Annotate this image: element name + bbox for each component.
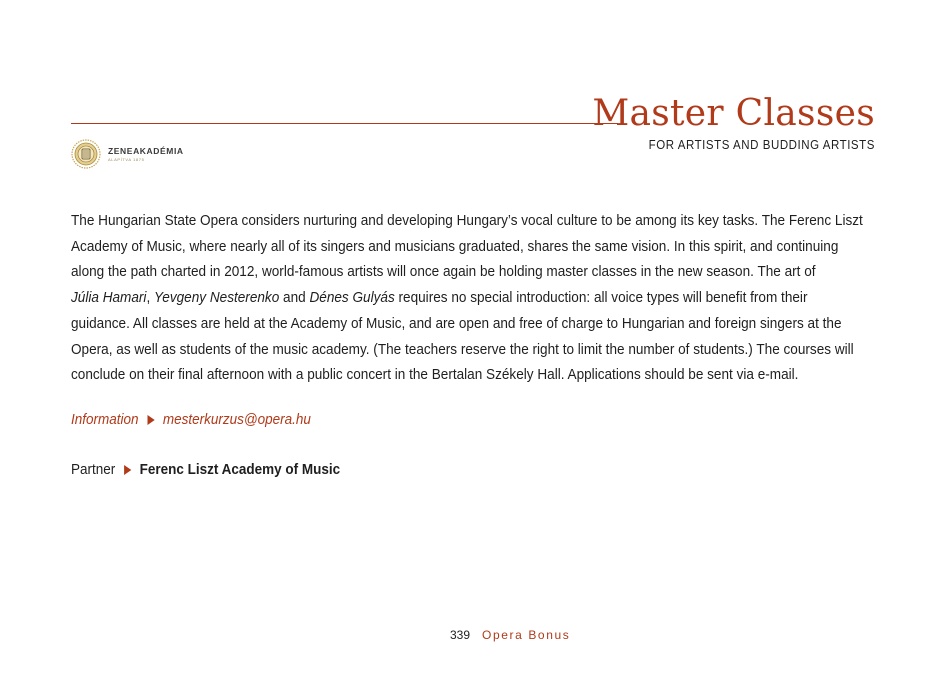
- logo-name: ZENEAKADÉMIA: [108, 146, 184, 156]
- body-line-rest: requires no special introduction: all voice types will benefit from their: [394, 289, 808, 307]
- partner-name: Ferenc Liszt Academy of Music: [139, 461, 341, 478]
- header-rule: [71, 123, 618, 124]
- arrow-right-icon: [124, 465, 131, 475]
- body-line: conclude on their final afternoon with a public concert in the Bertalan Székely Hall. Applications should be sent via e-mail.: [71, 366, 799, 384]
- information-row: [71, 411, 311, 428]
- artist-name: Dénes Gulyás: [309, 289, 395, 307]
- body-line: [71, 285, 813, 311]
- artist-name: Yevgeny Nesterenko: [153, 289, 280, 307]
- page-title: Master Classes: [592, 93, 875, 134]
- logo-subtitle: ALAPÍTVA 1875: [108, 157, 145, 162]
- body-line: guidance. All classes are held at the Academy of Music, and are open and free of charge to Hungarian and foreign singers at the: [71, 314, 842, 332]
- body-line: Academy of Music, where nearly all of its singers and musicians graduated, shares the same vision. In this spirit, and continuing: [71, 237, 839, 255]
- section-name: Opera Bonus: [482, 628, 571, 642]
- page-subtitle: FOR ARTISTS AND BUDDING ARTISTS: [648, 138, 875, 152]
- page-footer: [450, 628, 570, 642]
- artist-name: Júlia Hamari: [71, 289, 147, 307]
- page-number: 339: [450, 628, 471, 642]
- academy-seal-icon: [71, 139, 101, 169]
- body-paragraph: [71, 208, 863, 388]
- information-label: Information: [71, 411, 139, 428]
- zeneakademia-logo: [71, 138, 184, 170]
- separator: ,: [146, 289, 154, 307]
- body-line: The Hungarian State Opera considers nurturing and developing Hungary’s vocal culture to be among its key tasks. The Ferenc Liszt: [71, 212, 863, 229]
- body-line: along the path charted in 2012, world-famous artists will once again be holding master classes in the new season. The art of: [71, 263, 816, 281]
- partner-label: Partner: [71, 461, 116, 478]
- information-email-link[interactable]: mesterkurzus@opera.hu: [162, 411, 311, 428]
- separator: and: [279, 289, 310, 307]
- arrow-right-icon: [148, 415, 155, 425]
- body-line: Opera, as well as students of the music academy. (The teachers reserve the right to limit the number of students.) The courses will: [71, 340, 854, 358]
- partner-row: [71, 461, 340, 478]
